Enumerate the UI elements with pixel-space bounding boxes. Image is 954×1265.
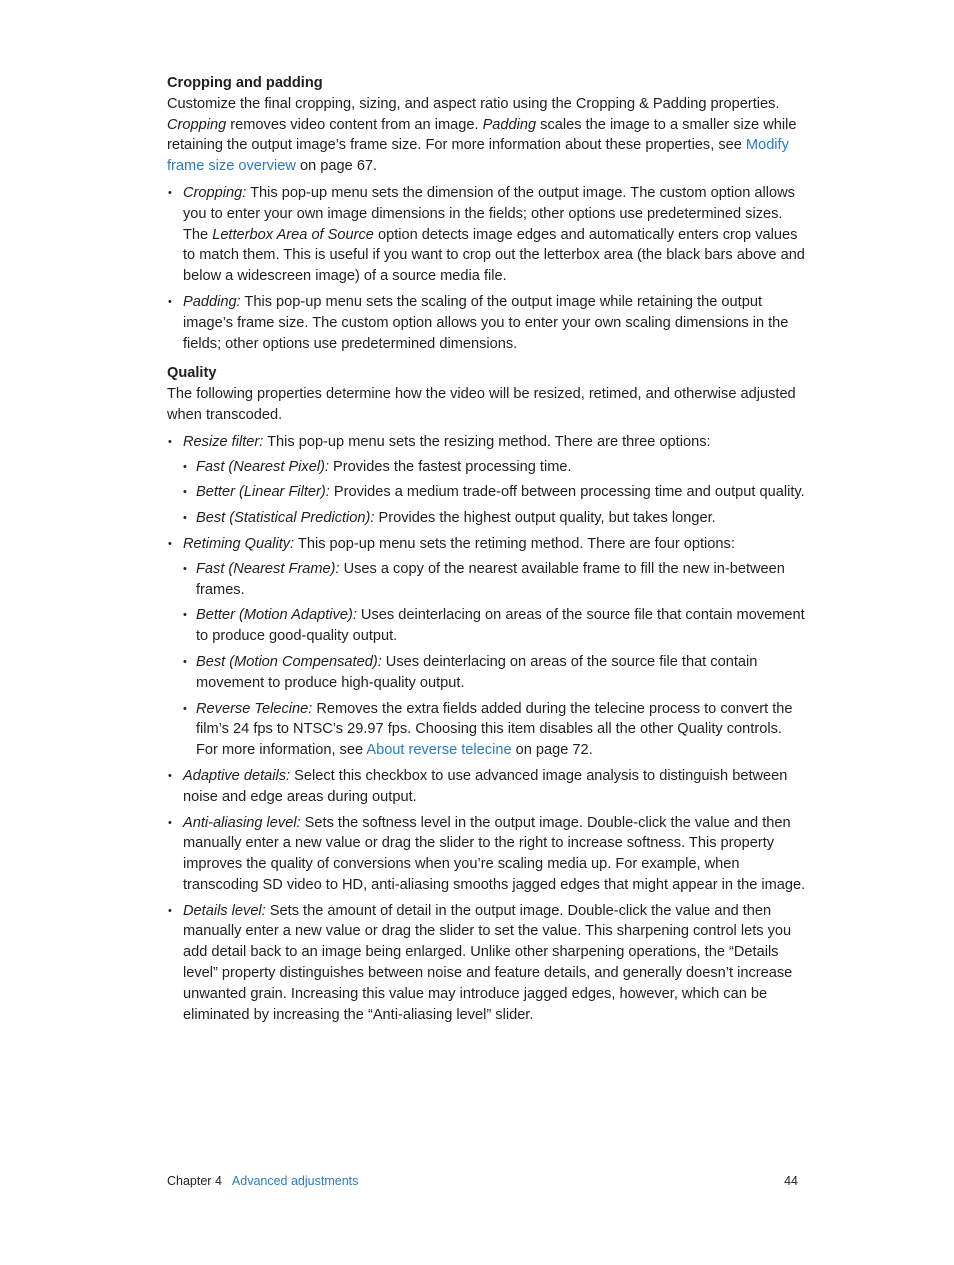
bullet: • <box>183 609 187 622</box>
bullet: • <box>168 186 172 199</box>
bullet: • <box>183 562 187 575</box>
page-footer <box>167 1171 798 1191</box>
bullet: • <box>183 460 187 473</box>
page-number: 44 <box>784 1174 798 1188</box>
footer-chapter-link[interactable]: Advanced adjustments <box>231 1174 359 1188</box>
list-item: • Best (Statistical Prediction): Provides the highest output quality, but takes longer. <box>183 508 807 529</box>
list-item: • Resize filter: This pop-up menu sets the resizing method. There are three options: • Fast (Nearest Pixel): Provides the fastest processing time. • Better (Linear Filter): Provides a medium trade-off between processing time and output quality. • Best (Statistical Prediction): Provides the highest output quality, but takes longer. <box>167 432 807 529</box>
bullet: • <box>168 295 172 308</box>
list-item: • Adaptive details: Select this checkbox to use advanced image analysis to distinguish between noise and edge areas during output. <box>168 767 788 805</box>
list-item: • Fast (Nearest Frame): Uses a copy of the nearest available frame to fill the new in-between frames. <box>183 560 785 598</box>
bullet: • <box>168 816 172 829</box>
bullet: • <box>168 904 172 917</box>
bullet: • <box>183 486 187 499</box>
list-item: • Details level: Sets the amount of detail in the output image. Double-click the value and then manually enter a new value or drag the slider to set the value. This sharpening control lets you add detail back to an image being enlarged. Unlike other sharpening operations, the “Details level” property distinguishes between noise and feature details, and generally doesn’t increase unwanted grain. Increasing this value may introduce jagged edges, however, which can be eliminated by increasing the “Anti-aliasing level” slider. <box>168 902 793 1023</box>
link-about-reverse-telecine[interactable]: About reverse telecine <box>366 742 512 759</box>
list-item: • Anti-aliasing level: Sets the softness level in the output image. Double-click the value and then manually enter a new value or drag the slider to the right to increase softness. This property improves the quality of conversions when you’re scaling media up. For example, when transcoding SD video to HD, anti-aliasing smooths jagged edges that might appear in the image. <box>168 814 806 893</box>
quality-list <box>167 432 807 1026</box>
cropping-list <box>167 183 807 354</box>
bullet: • <box>168 537 172 550</box>
footer-chapter: Chapter 4 <box>167 1174 222 1188</box>
bullet: • <box>183 512 187 525</box>
list-item: • Best (Motion Compensated): Uses deinterlacing on areas of the source file that contain movement to produce high-quality output. <box>183 653 758 691</box>
quality-intro: The following properties determine how the video will be resized, retimed, and otherwise adjusted when transcoded. <box>167 386 796 423</box>
list-item: • Better (Linear Filter): Provides a medium trade-off between processing time and output quality. <box>183 482 807 503</box>
list-item: • Fast (Nearest Pixel): Provides the fastest processing time. <box>183 457 807 478</box>
bullet: • <box>168 435 172 448</box>
list-item: • Reverse Telecine: Removes the extra fields added during the telecine process to convert the film’s 24 fps to NTSC’s 29.97 fps. Choosing this item disables all the other Quality controls. For more information, see About reverse telecine on page 72. <box>183 700 793 759</box>
list-item: • Cropping: This pop-up menu sets the dimension of the output image. The custom option allows you to enter your own image dimensions in the fields; other options use predetermined sizes. The Letterbox Area of Source option detects image edges and automatically enters crop values to match them. This is useful if you want to crop out the letterbox area (the black bars above and below a widescreen image) of a source media file. <box>168 184 805 285</box>
list-item: • Better (Motion Adaptive): Uses deinterlacing on areas of the source file that contain movement to produce good-quality output. <box>183 607 805 645</box>
resize-options <box>183 457 807 529</box>
link-modify-frame-size[interactable]: Modify frame size overview <box>167 137 789 175</box>
bullet: • <box>183 655 187 668</box>
section-heading-quality: Quality <box>167 365 217 382</box>
bullet: • <box>183 702 187 715</box>
list-item: • Retiming Quality: This pop-up menu sets the retiming method. There are four options: • Fast (Nearest Frame): Uses a copy of the nearest available frame to fill the new in-between frames. • Better (Motion Adaptive): Uses deinterlacing on areas of the source file that contain movement to produce good-quality output. • Best (Motion Compensated): Uses deinterlacing on areas of the source file that contain movement to produce high-quality output. • Reverse Telecine: Removes the extra fields added during the telecine process to convert the film’s 24 fps to NTSC’s 29.97 fps. Choosing this item disables all the other Quality controls. For more information, see About reverse telecine on page 72. <box>167 534 807 761</box>
bullet: • <box>168 769 172 782</box>
retime-options <box>183 559 807 761</box>
page-content <box>167 73 807 1030</box>
section-heading-cropping: Cropping and padding <box>167 75 323 91</box>
cropping-intro: Customize the final cropping, sizing, and aspect ratio using the Cropping & Padding properties. Cropping removes video content from an image. Padding scales the image to a smaller size while retaining the output image’s frame size. For more information about these properties, see Modify frame size overview on page 67. <box>167 95 797 175</box>
list-item: • Padding: This pop-up menu sets the scaling of the output image while retaining the output image’s frame size. The custom option allows you to enter your own scaling dimensions in the fields; other options use predetermined dimensions. <box>168 293 789 352</box>
